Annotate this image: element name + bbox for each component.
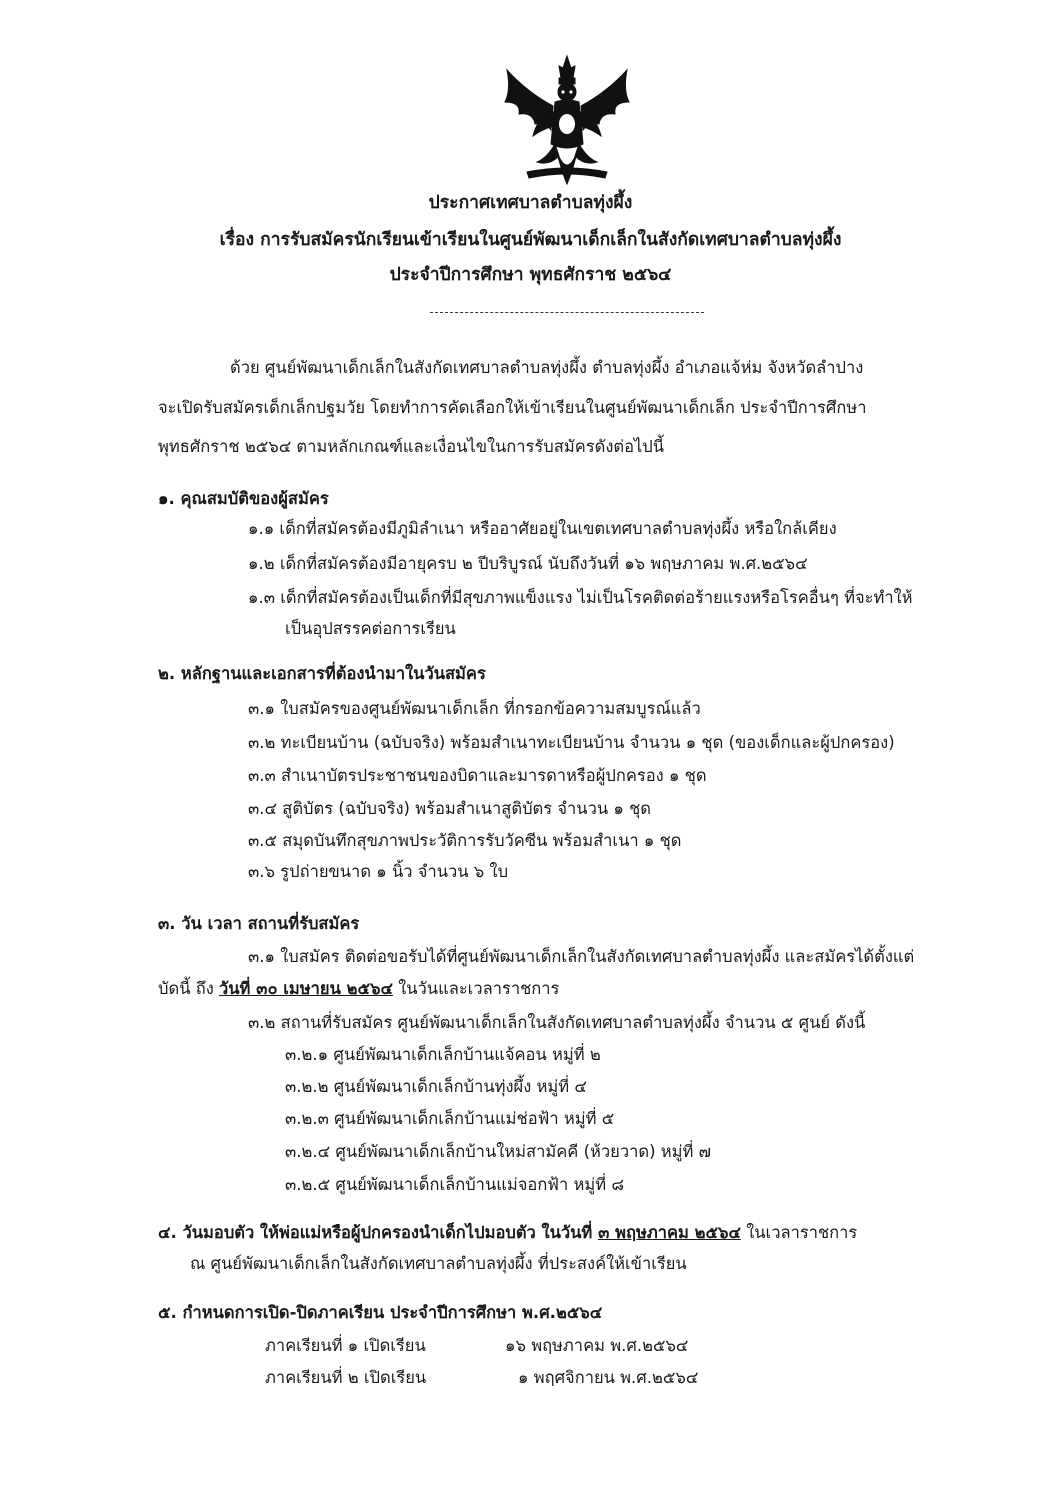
center-item-4: ๓.๒.๔ ศูนย์พัฒนาเด็กเล็กบ้านใหม่สามัคคี (ห้วยวาด) หมู่ที่ ๗ (285, 1142, 712, 1161)
section-1-item-3: ๑.๓ เด็กที่สมัครต้องเป็นเด็กที่มีสุขภาพแข็งแรง ไม่เป็นโรคติดต่อร้ายแรงหรือโรคอื่นๆ ที่จะทำให้ (248, 588, 913, 607)
section-2-item-3: ๓.๓ สำเนาบัตรประชาชนของบิดาและมารดาหรือผู้ปกครอง ๑ ชุด (248, 766, 707, 785)
section-3-item-1-cont (158, 976, 559, 1002)
section-4-line-1 (158, 1220, 857, 1246)
garuda-emblem-icon (497, 52, 637, 192)
intro-line-2: จะเปิดรับสมัครเด็กเล็กปฐมวัย โดยทำการคัดเลือกให้เข้าเรียนในศูนย์พัฒนาเด็กเล็ก ประจำปีการศึกษา (158, 398, 867, 417)
section-3-item-1: ๓.๑ ใบสมัคร ติดต่อขอรับได้ที่ศูนย์พัฒนาเด็กเล็กในสังกัดเทศบาลตำบลทุ่งผึ้ง และสมัครได้ตั้งแต่ (248, 947, 915, 966)
section-2-item-6: ๓.๖ รูปถ่ายขนาด ๑ นิ้ว จำนวน ๖ ใบ (248, 862, 509, 881)
enrollment-date: ๓ พฤษภาคม ๒๕๖๔ (598, 1223, 741, 1242)
section-1-item-1: ๑.๑ เด็กที่สมัครต้องมีภูมิลำเนา หรืออาศัยอยู่ในเขตเทศบาลตำบลทุ่งผึ้ง หรือใกล้เคียง (248, 519, 837, 538)
intro-line-1: ด้วย ศูนย์พัฒนาเด็กเล็กในสังกัดเทศบาลตำบลทุ่งผึ้ง ตำบลทุ่งผึ้ง อำเภอแจ้ห่ม จังหวัดลำปาง (230, 358, 864, 377)
application-deadline: วันที่ ๓๐ เมษายน ๒๕๖๔ (219, 979, 393, 998)
section-2-item-1: ๓.๑ ใบสมัครของศูนย์พัฒนาเด็กเล็ก ที่กรอกข้อความสมบูรณ์แล้ว (248, 699, 701, 718)
term-1-date: ๑๖ พฤษภาคม พ.ศ.๒๕๖๔ (505, 1336, 689, 1355)
announcement-title: ประกาศเทศบาลตำบลทุ่งผึ้ง (428, 193, 633, 213)
section-4-line-2: ณ ศูนย์พัฒนาเด็กเล็กในสังกัดเทศบาลตำบลทุ่งผึ้ง ที่ประสงค์ให้เข้าเรียน (190, 1254, 687, 1273)
center-item-1: ๓.๒.๑ ศูนย์พัฒนาเด็กเล็กบ้านแจ้คอน หมู่ที่ ๒ (285, 1045, 601, 1064)
center-item-3: ๓.๒.๓ ศูนย์พัฒนาเด็กเล็กบ้านแม่ช่อฟ้า หมู่ที่ ๕ (285, 1109, 615, 1128)
section-1-item-2: ๑.๒ เด็กที่สมัครต้องมีอายุครบ ๒ ปีบริบูรณ์ นับถึงวันที่ ๑๖ พฤษภาคม พ.ศ.๒๕๖๔ (248, 554, 808, 573)
section-4-text: ๔. วันมอบตัว ให้พ่อแม่หรือผู้ปกครองนำเด็กไปมอบตัว ในวันที่ (158, 1223, 599, 1242)
section-1-item-3-cont: เป็นอุปสรรคต่อการเรียน (285, 619, 456, 638)
center-item-2: ๓.๒.๒ ศูนย์พัฒนาเด็กเล็กบ้านทุ่งผึ้ง หมู่ที่ ๔ (285, 1077, 587, 1096)
term-1-label: ภาคเรียนที่ ๑ เปิดเรียน (265, 1336, 426, 1355)
section-2-item-5: ๓.๕ สมุดบันทึกสุขภาพประวัติการรับวัคซีน พร้อมสำเนา ๑ ชุด (248, 831, 682, 850)
section-1-heading: ๑. คุณสมบัติของผู้สมัคร (158, 489, 329, 508)
section-4-suffix: ในเวลาราชการ (740, 1223, 858, 1242)
header-divider (430, 312, 704, 313)
section-5-heading: ๕. กำหนดการเปิด-ปิดภาคเรียน ประจำปีการศึกษา พ.ศ.๒๕๖๔ (158, 1303, 603, 1322)
center-item-5: ๓.๒.๕ ศูนย์พัฒนาเด็กเล็กบ้านแม่จอกฟ้า หมู่ที่ ๘ (285, 1175, 625, 1194)
academic-year: ประจำปีการศึกษา พุทธศักราช ๒๕๖๔ (389, 265, 672, 285)
section-2-item-2: ๓.๒ ทะเบียนบ้าน (ฉบับจริง) พร้อมสำเนาทะเบียนบ้าน จำนวน ๑ ชุด (ของเด็กและผู้ปกครอง) (248, 733, 895, 752)
announcement-subject: เรื่อง การรับสมัครนักเรียนเข้าเรียนในศูนย์พัฒนาเด็กเล็กในสังกัดเทศบาลตำบลทุ่งผึ้ง (219, 230, 842, 250)
term-2-label: ภาคเรียนที่ ๒ เปิดเรียน (265, 1368, 427, 1387)
term-2-date: ๑ พฤศจิกายน พ.ศ.๒๕๖๔ (518, 1368, 699, 1387)
intro-line-3: พุทธศักราช ๒๕๖๔ ตามหลักเกณฑ์และเงื่อนไขในการรับสมัครดังต่อไปนี้ (158, 437, 665, 456)
section-3-item-2: ๓.๒ สถานที่รับสมัคร ศูนย์พัฒนาเด็กเล็กในสังกัดเทศบาลตำบลทุ่งผึ้ง จำนวน ๕ ศูนย์ ดังนี้ (248, 1013, 866, 1032)
deadline-suffix: ในวันและเวลาราชการ (392, 979, 560, 998)
section-2-heading: ๒. หลักฐานและเอกสารที่ต้องนำมาในวันสมัคร (158, 664, 486, 683)
deadline-prefix: บัดนี้ ถึง (158, 979, 220, 998)
section-3-heading: ๓. วัน เวลา สถานที่รับสมัคร (158, 914, 360, 933)
section-2-item-4: ๓.๔ สูติบัตร (ฉบับจริง) พร้อมสำเนาสูติบัตร จำนวน ๑ ชุด (248, 799, 651, 818)
